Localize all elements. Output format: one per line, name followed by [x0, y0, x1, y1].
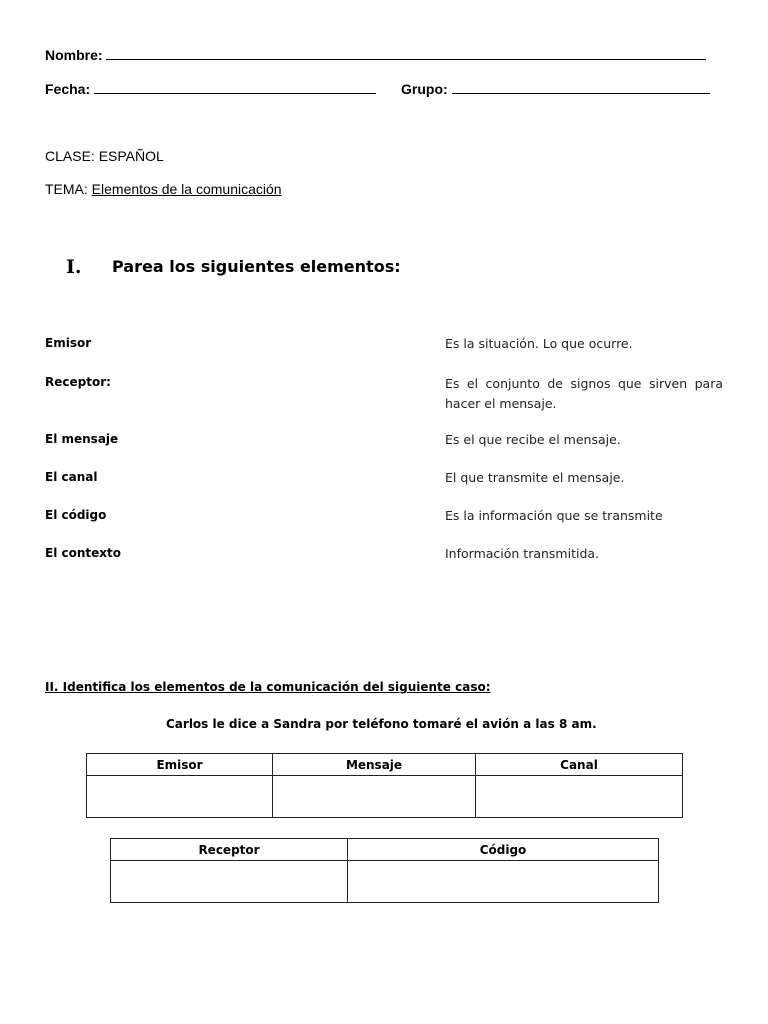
- answer-cell-canal[interactable]: [476, 776, 683, 818]
- tema-value: Elementos de la comunicación: [91, 181, 282, 197]
- answer-cell-receptor[interactable]: [111, 861, 348, 903]
- tema-label: TEMA:: [45, 181, 88, 197]
- table1-answer-row: [87, 776, 683, 818]
- term-emisor: Emisor: [45, 336, 92, 350]
- answer-cell-codigo[interactable]: [348, 861, 659, 903]
- table2-header-receptor: Receptor: [111, 839, 348, 861]
- fecha-label: Fecha:: [45, 81, 91, 97]
- fecha-blank[interactable]: [94, 81, 376, 94]
- section1-title: Parea los siguientes elementos:: [112, 257, 401, 276]
- table1-header-mensaje: Mensaje: [273, 754, 476, 776]
- table-emisor-mensaje-canal: [86, 753, 683, 818]
- definition-2: Es el conjunto de signos que sirven para hacer el mensaje.: [445, 376, 723, 411]
- term-codigo: El código: [45, 508, 107, 522]
- table1-header-emisor: Emisor: [87, 754, 273, 776]
- table2-header-row: [111, 839, 659, 861]
- table2-header-codigo: Código: [348, 839, 659, 861]
- clase-line: [45, 148, 164, 164]
- case-sentence: Carlos le dice a Sandra por teléfono tomaré el avión a las 8 am.: [166, 717, 597, 731]
- definition-6: Información transmitida.: [445, 546, 600, 561]
- section2-title: II. Identifica los elementos de la comunicación del siguiente caso:: [45, 680, 491, 694]
- clase-value: ESPAÑOL: [98, 148, 164, 164]
- section1-number: I.: [66, 256, 82, 278]
- fecha-row: [45, 81, 376, 97]
- term-canal: El canal: [45, 470, 98, 484]
- nombre-label: Nombre:: [45, 47, 103, 63]
- nombre-row: [45, 47, 706, 63]
- grupo-row: [401, 81, 710, 97]
- term-contexto: El contexto: [45, 546, 121, 560]
- definition-5: Es la información que se transmite: [445, 508, 663, 523]
- table1-header-row: [87, 754, 683, 776]
- definition-3: Es el que recibe el mensaje.: [445, 432, 621, 447]
- nombre-blank[interactable]: [106, 47, 706, 60]
- answer-cell-emisor[interactable]: [87, 776, 273, 818]
- table1-header-canal: Canal: [476, 754, 683, 776]
- term-receptor: Receptor:: [45, 375, 111, 389]
- tema-line: [45, 181, 282, 197]
- grupo-label: Grupo:: [401, 81, 448, 97]
- grupo-blank[interactable]: [452, 81, 710, 94]
- section1-heading: [66, 256, 82, 278]
- term-mensaje: El mensaje: [45, 432, 119, 446]
- answer-cell-mensaje[interactable]: [273, 776, 476, 818]
- clase-label: CLASE:: [45, 148, 95, 164]
- definition-1: Es la situación. Lo que ocurre.: [445, 336, 633, 351]
- table-receptor-codigo: [110, 838, 659, 903]
- definition-4: El que transmite el mensaje.: [445, 470, 625, 485]
- table2-answer-row: [111, 861, 659, 903]
